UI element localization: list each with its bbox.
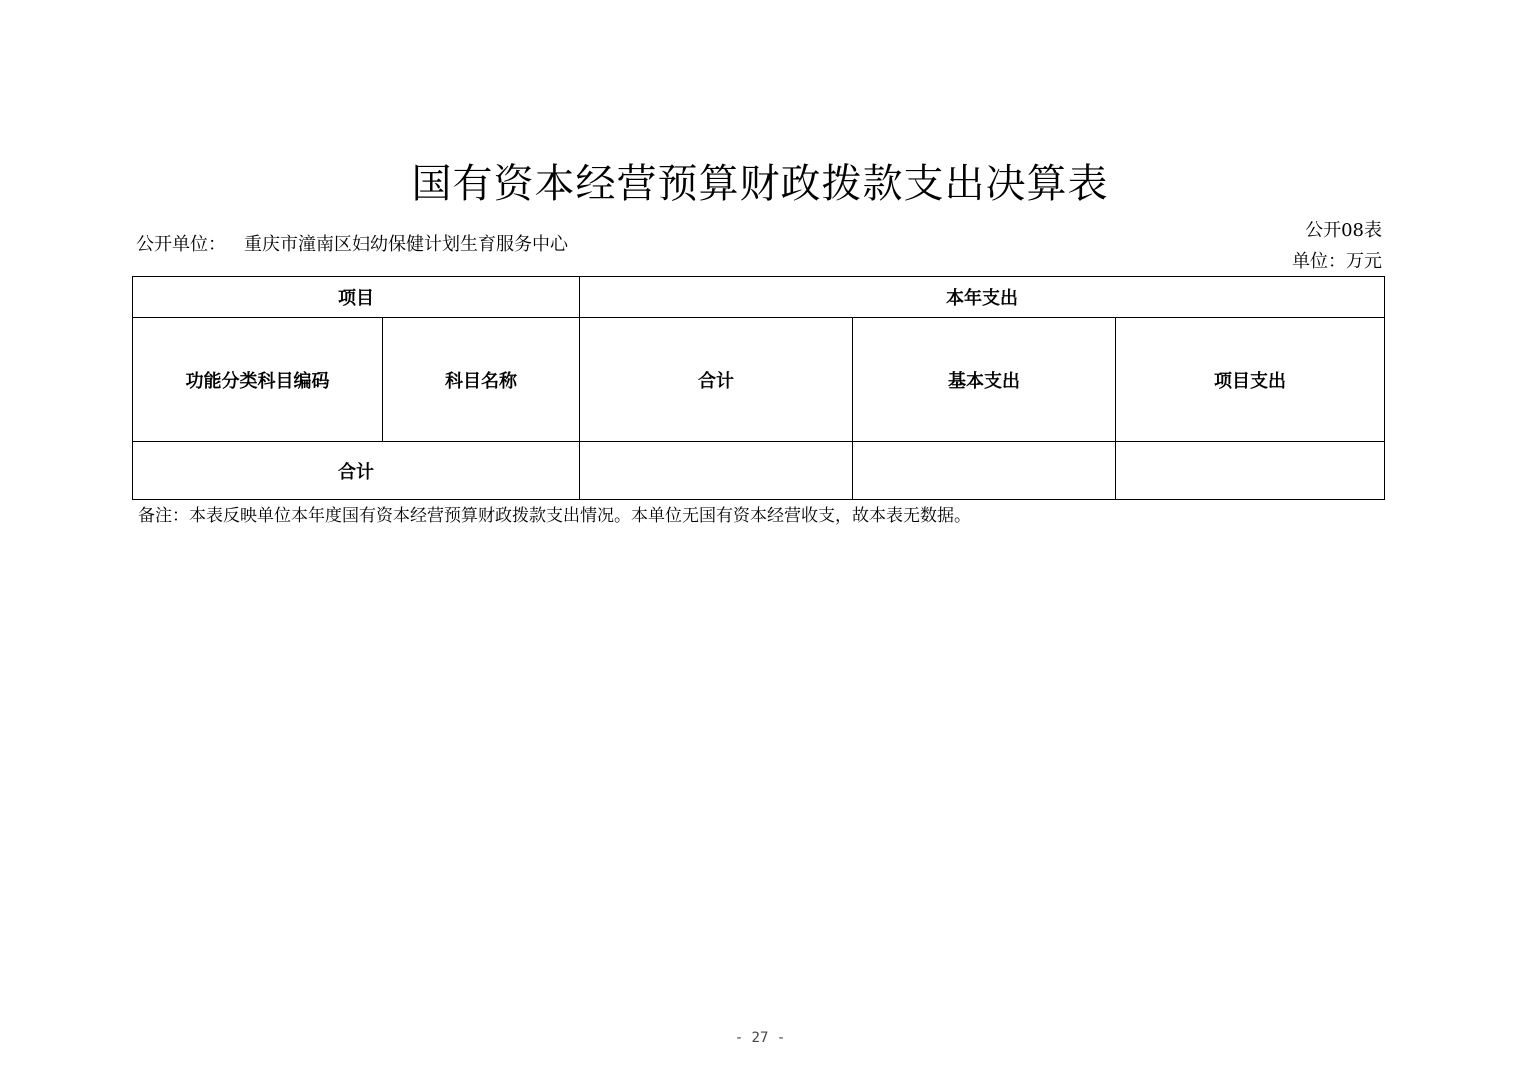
col-header-subject-name: 科目名称 [383,318,580,442]
group-header-row [133,277,1385,318]
page-title: 国有资本经营预算财政拨款支出决算表 [411,161,1109,207]
money-unit: 单位：万元 [1292,251,1382,272]
header-current-year-expense: 本年支出 [580,277,1385,318]
footnote: 备注：本表反映单位本年度国有资本经营预算财政拨款支出情况。本单位无国有资本经营收支，故本表无数据。 [138,506,971,526]
total-row-total-value [580,442,853,500]
reporting-unit-label: 公开单位： [136,234,226,255]
col-header-basic-expense: 基本支出 [853,318,1116,442]
col-header-function-code: 功能分类科目编码 [133,318,383,442]
table-number: 公开08表 [1305,220,1382,241]
expense-table [132,276,1385,500]
column-header-row [133,318,1385,442]
col-header-project-expense: 项目支出 [1116,318,1385,442]
page-number: - 27 - [734,1030,786,1046]
total-row [133,442,1385,500]
header-project: 项目 [133,277,580,318]
total-row-project-value [1116,442,1385,500]
col-header-total: 合计 [580,318,853,442]
reporting-unit-value: 重庆市潼南区妇幼保健计划生育服务中心 [244,234,568,255]
total-row-basic-value [853,442,1116,500]
total-row-label: 合计 [133,442,580,500]
reporting-unit [136,233,568,257]
